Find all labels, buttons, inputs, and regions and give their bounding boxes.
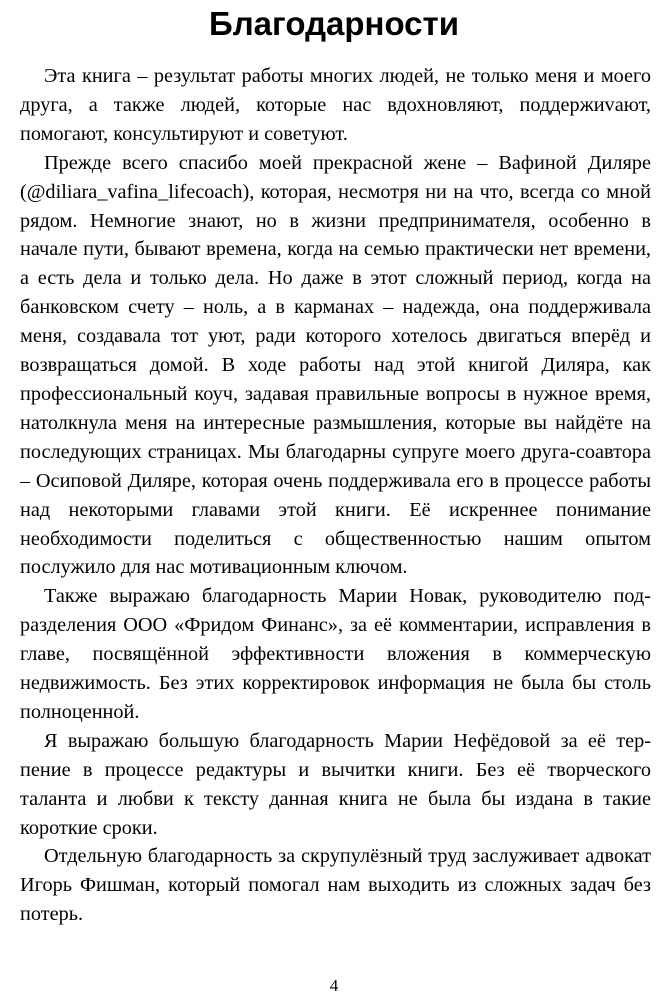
page-title: Благодарности	[209, 5, 459, 42]
body-text	[20, 62, 651, 929]
paragraph-2: Прежде всего спасибо моей прекрасной жене – Вафиной Диляре (@diliara_vafina_lifecoach), которая, несмотря ни на что, всегда со мной рядом. Немногие знают, но в жизни предпринимателя, особенно в начале пути, бывают времена, когда на семью практически нет времени, а есть дела и только дела. Но даже в этот сложный период, когда на банковском счету – ноль, а в карманах – надежда, она поддерживала меня, создавала тот уют, ради которого хотелось двигаться вперёд и возвращаться домой. В ходе работы над этой книгой Диляра, как профессиональный коуч, задавая правильные вопросы в нужное время, натолкнула меня на интересные размышления, которые вы найдёте на последующих страницах. Мы благодарны супруге моего друга-соавтора – Осиповой Диляре, которая очень поддерживала его в процессе работы над некоторыми главами этой книги. Её искреннее понимание необходимости поделиться с общественностью нашим опытом послужило для нас мотивационным ключом.	[20, 151, 651, 579]
paragraph-4: Я выражаю большую благодарность Марии Нефёдовой за её терпение в процессе редактуры и вычитки книги. Без её творческого таланта и любви к тексту данная книга не была бы издана в такие короткие сроки.	[20, 729, 651, 839]
paragraph-5: Отдельную благодарность за скрупулёзный труд заслуживает адвокат Игорь Фишман, который помогал нам выходить из сложных задач без потерь.	[20, 845, 651, 926]
page-number: 4	[329, 976, 339, 995]
paragraph-3: Также выражаю благодарность Марии Новак, руководителю подразделения ООО «Фридом Финанс», за её комментарии, исправления в главе, посвящённой эффективности вложения в коммерческую недвижимость. Без этих корректировок информация не была бы столь полноценной.	[20, 585, 651, 723]
paragraph-1: Эта книга – результат работы многих людей, не только меня и моего друга, а также людей, которые нас вдохновляют, поддержиvают, помогают, консультируют и советуют.	[20, 65, 651, 145]
